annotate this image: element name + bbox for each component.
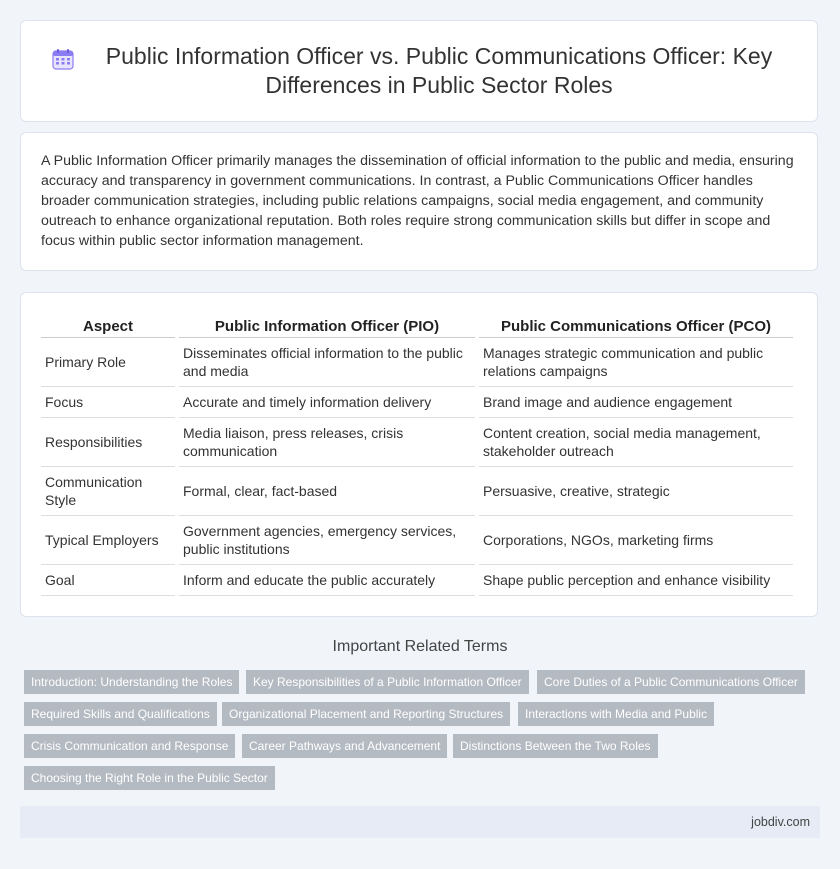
- related-term-tag[interactable]: Organizational Placement and Reporting Structures: [222, 702, 510, 726]
- table-row: [41, 565, 793, 596]
- related-term-tag[interactable]: Choosing the Right Role in the Public Sector: [24, 766, 275, 790]
- table-row: [41, 387, 793, 418]
- table-cell: Communication Style: [41, 467, 175, 516]
- related-term-tag[interactable]: Crisis Communication and Response: [24, 734, 235, 758]
- table-cell: Focus: [41, 387, 175, 418]
- related-term-tag[interactable]: Interactions with Media and Public: [518, 702, 714, 726]
- table-cell: Media liaison, press releases, crisis communication: [179, 418, 475, 467]
- intro-text: A Public Information Officer primarily manages the dissemination of official information to the public and media, ensuring accuracy and transparency in government communications. In contrast, a Public Communications Officer handles broader communication strategies, including public relations campaigns, social media engagement, and community outreach to enhance organizational reputation. Both roles require strong communication skills but differ in scope and focus within public sector information management.: [41, 153, 794, 249]
- column-header: Public Communications Officer (PCO): [479, 313, 793, 338]
- table-row: [41, 467, 793, 516]
- table-cell: Corporations, NGOs, marketing firms: [479, 516, 793, 565]
- footer: [20, 806, 820, 838]
- related-term-tag[interactable]: Core Duties of a Public Communications Officer: [537, 670, 805, 694]
- comparison-table-card: [20, 292, 818, 617]
- comparison-table: [37, 313, 797, 596]
- table-cell: Accurate and timely information delivery: [179, 387, 475, 418]
- related-term-tag[interactable]: Introduction: Understanding the Roles: [24, 670, 239, 694]
- table-cell: Goal: [41, 565, 175, 596]
- table-header-row: [41, 313, 793, 338]
- intro-card: [20, 132, 818, 271]
- table-cell: Manages strategic communication and public relations campaigns: [479, 338, 793, 387]
- related-term-tag[interactable]: Key Responsibilities of a Public Information Officer: [246, 670, 529, 694]
- page-title: Public Information Officer vs. Public Communications Officer: Key Differences in Public Sector Roles: [105, 43, 773, 98]
- table-row: [41, 418, 793, 467]
- table-cell: Formal, clear, fact-based: [179, 467, 475, 516]
- table-cell: Government agencies, emergency services, public institutions: [179, 516, 475, 565]
- table-cell: Content creation, social media management, stakeholder outreach: [479, 418, 793, 467]
- column-header: Aspect: [41, 313, 175, 338]
- table-cell: Inform and educate the public accurately: [179, 565, 475, 596]
- table-cell: Shape public perception and enhance visibility: [479, 565, 793, 596]
- table-row: [41, 516, 793, 565]
- table-cell: Disseminates official information to the public and media: [179, 338, 475, 387]
- table-row: [41, 338, 793, 387]
- related-term-tag[interactable]: Career Pathways and Advancement: [242, 734, 447, 758]
- table-cell: Brand image and audience engagement: [479, 387, 793, 418]
- footer-site-link[interactable]: jobdiv.com: [751, 815, 810, 829]
- table-cell: Primary Role: [41, 338, 175, 387]
- header-card: [20, 20, 818, 122]
- related-terms-title: Important Related Terms: [332, 638, 508, 655]
- related-term-tag[interactable]: Required Skills and Qualifications: [24, 702, 217, 726]
- calendar-grid-icon: [51, 47, 75, 71]
- table-cell: Typical Employers: [41, 516, 175, 565]
- table-cell: Responsibilities: [41, 418, 175, 467]
- column-header: Public Information Officer (PIO): [179, 313, 475, 338]
- table-cell: Persuasive, creative, strategic: [479, 467, 793, 516]
- related-term-tag[interactable]: Distinctions Between the Two Roles: [453, 734, 658, 758]
